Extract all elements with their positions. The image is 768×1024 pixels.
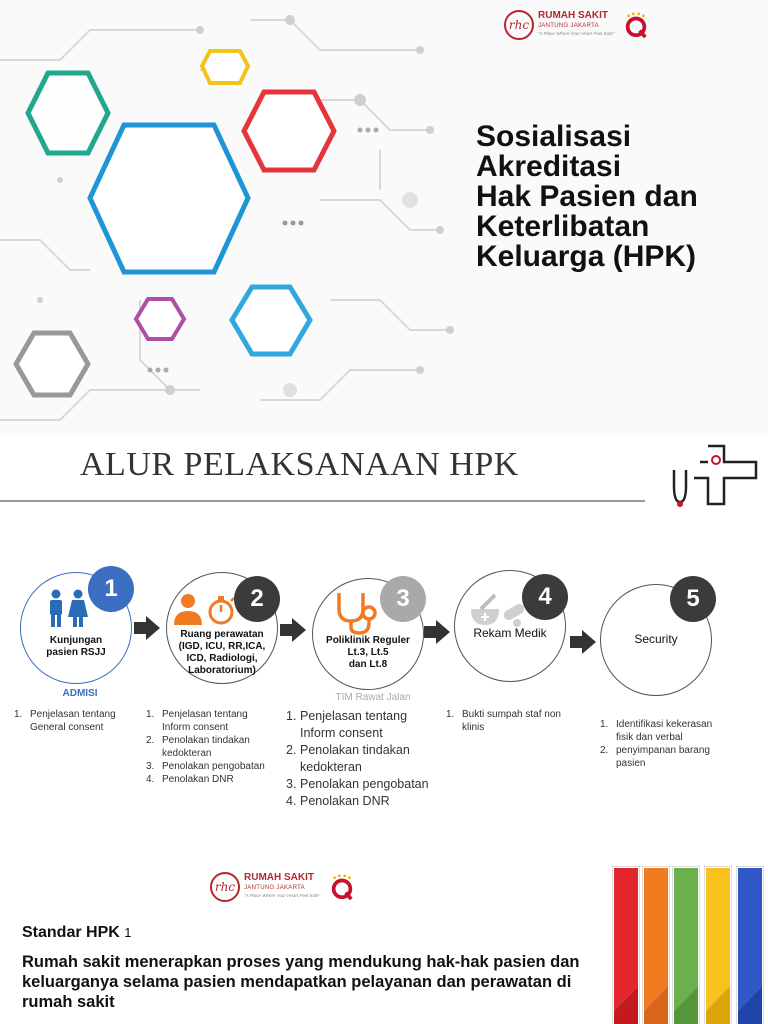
hospital-logo — [504, 10, 614, 40]
cover-title — [476, 122, 762, 272]
step-1-number: 1 — [88, 566, 134, 612]
cover-title-line: Hak Pasien dan — [476, 180, 698, 213]
brand-subname: JANTUNG JAKARTA — [538, 23, 599, 29]
cover-title-line: Keterlibatan — [476, 210, 650, 243]
cover-title-line: Akreditasi — [476, 150, 622, 183]
step-1-sublabel: ADMISI — [62, 688, 98, 699]
blue-folder-tab — [736, 866, 764, 1024]
green-folder-tab — [672, 866, 700, 1024]
step-1-list — [14, 708, 132, 734]
list-item: 2. Penolakan tindakan kedokteran — [146, 735, 250, 759]
yellow-folder-tab — [704, 866, 732, 1024]
label-line: Poliklinik Reguler — [326, 635, 410, 646]
orange-folder-tab — [642, 866, 670, 1024]
step-4-list — [446, 708, 578, 734]
label-line: dan Lt.8 — [348, 659, 388, 670]
step-3-label — [317, 635, 419, 671]
step-3-list — [286, 708, 442, 810]
flow-title: ALUR PELAKSANAAN HPK — [80, 446, 519, 483]
list-item: 4. Penolakan DNR — [146, 774, 234, 785]
step-4-label — [459, 627, 561, 639]
blue-hexagon — [90, 125, 248, 272]
standard-text: Rumah sakit menerapkan proses yang mendukung hak-hak pasien dan keluarganya selama pasien mendapatkan pelayanan dan perawatan di rumah sakit — [22, 953, 580, 1011]
step-3-number: 3 — [380, 576, 426, 622]
list-item: 1. Penjelasan tentang General consent — [14, 709, 116, 733]
title-divider — [0, 500, 645, 502]
medical-cross-stethoscope-icon — [672, 440, 762, 510]
cover-title-line: Keluarga (HPK) — [476, 240, 697, 273]
cover-slide — [0, 0, 768, 436]
list-item: 1. Penjelasan tentang Inform consent — [286, 709, 408, 740]
arrow-right-icon — [570, 630, 596, 654]
red-folder-tab — [612, 866, 640, 1024]
light-blue-hexagon — [232, 287, 310, 354]
purple-hexagon — [136, 299, 184, 339]
hospital-logo — [210, 872, 320, 902]
list-item: 1. Bukti sumpah staf non klinis — [446, 709, 561, 733]
label-line: pasien RSJJ — [46, 647, 106, 658]
quality-badge-icon — [622, 12, 650, 38]
nurse-stopwatch-icon — [173, 593, 237, 627]
standard-number: 1 — [124, 925, 132, 940]
list-item: 1. Penjelasan tentang Inform consent — [146, 709, 248, 733]
step-2-label — [171, 629, 273, 677]
label-line: ICD, Radiologi, — [186, 653, 258, 664]
label-line: Ruang perawatan — [180, 629, 264, 640]
label-line: Security — [634, 632, 678, 646]
cover-title-line: Sosialisasi — [476, 120, 632, 153]
yellow-hexagon — [202, 51, 248, 83]
list-item: 1. Identifikasi kekerasan fisik dan verbal — [600, 719, 713, 743]
arrow-right-icon — [280, 618, 306, 642]
brand-name: RUMAH SAKIT — [538, 10, 608, 21]
rhc-monogram: rhc — [504, 10, 534, 40]
stethoscope-icon — [333, 591, 379, 635]
hexagon-circuit-decoration — [0, 0, 470, 436]
brand-tagline: "A Place Where Your Heart Feel Safe" — [244, 893, 321, 898]
green-hexagon — [28, 73, 108, 153]
step-5-label — [605, 633, 707, 645]
step-1-label — [25, 635, 127, 659]
list-item: 2. penyimpanan barang pasien — [600, 745, 710, 769]
rhc-monogram: rhc — [210, 872, 240, 902]
label-line: Laboratorium) — [188, 665, 256, 676]
step-5-list — [600, 718, 728, 770]
step-3-sublabel: TIM Rawat Jalan — [335, 692, 411, 703]
step-4-number: 4 — [522, 574, 568, 620]
standard-title — [22, 924, 131, 942]
step-5-number: 5 — [670, 576, 716, 622]
brand-subname: JANTUNG JAKARTA — [244, 885, 305, 891]
brand-tagline: "A Place Where Your Heart Feel Safe" — [538, 31, 615, 36]
list-item: 2. Penolakan tindakan kedokteran — [286, 743, 410, 774]
list-item: 3. Penolakan pengobatan — [146, 761, 265, 772]
step-2-number: 2 — [234, 576, 280, 622]
label-line: Lt.3, Lt.5 — [347, 647, 389, 658]
red-hexagon — [244, 92, 334, 170]
step-2-list — [146, 708, 274, 786]
label-line: Kunjungan — [49, 635, 103, 646]
label-line: Rekam Medik — [473, 626, 547, 640]
list-item: 4. Penolakan DNR — [286, 794, 390, 808]
medicine-icon — [469, 593, 529, 629]
people-icon — [46, 589, 90, 629]
flow-slide — [0, 436, 768, 848]
gray-hexagon — [16, 333, 88, 395]
arrow-right-icon — [424, 620, 450, 644]
list-item: 3. Penolakan pengobatan — [286, 777, 429, 791]
brand-name: RUMAH SAKIT — [244, 872, 314, 883]
quality-badge-icon — [328, 874, 356, 900]
standard-slide — [0, 848, 768, 1024]
arrow-right-icon — [134, 616, 160, 640]
standard-title-text: Standar HPK — [22, 924, 120, 941]
label-line: (IGD, ICU, RR,ICA, — [178, 641, 266, 652]
